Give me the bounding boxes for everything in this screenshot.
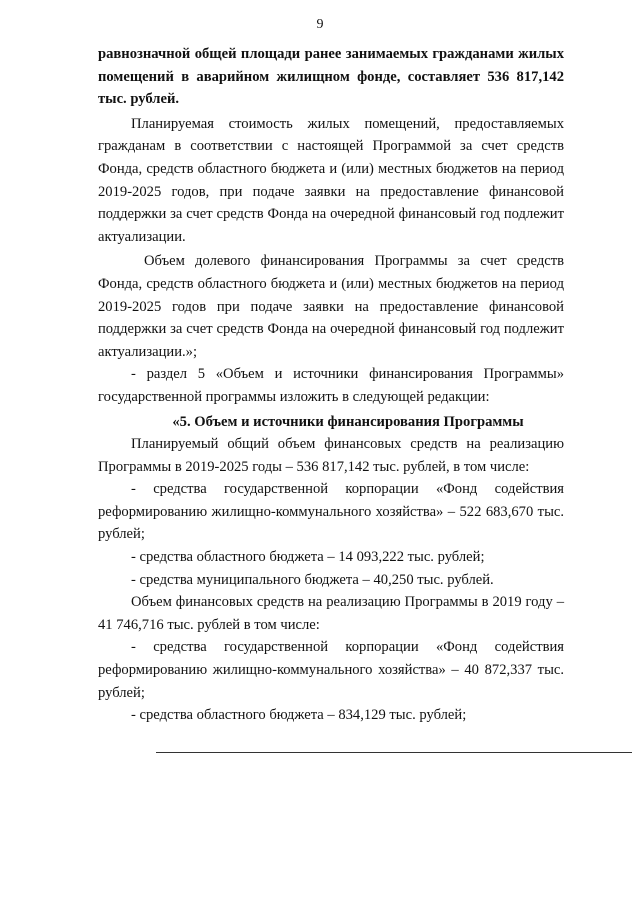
list-item-regional-budget-2019: - средства областного бюджета – 834,129 тыс. рублей; bbox=[131, 707, 467, 724]
list-item-fund-total: - средства государственной корпорации «Фонд содействия реформированию жилищно-коммунального хозяйства» – 522 683,670 тыс. рублей; bbox=[98, 481, 564, 543]
paragraph-shared-financing: Объем долевого финансирования Программы за счет средств Фонда, средств областного бюджета и (или) местных бюджетов на период 2019-2025 годов при подаче заявки на предоставление финансовой поддержки за счет средств Фонда на очередной финансовый год подлежит актуализации.»; bbox=[98, 253, 564, 360]
paragraph-total-volume: Планируемый общий объем финансовых средств на реализацию Программы в 2019-2025 годы – 536 817,142 тыс. рублей, в том числе: bbox=[98, 436, 564, 475]
paragraph-planned-cost: Планируемая стоимость жилых помещений, предоставляемых гражданам в соответствии с настоящей Программой за счет средств Фонда, средств областного бюджета и (или) местных бюджетов на период 2019-2025 годов, при подаче заявки на предоставление финансовой поддержки за счет средств Фонда на очередной финансовый год подлежит актуализации. bbox=[98, 115, 564, 245]
section-heading: «5. Объем и источники финансирования Программы bbox=[172, 413, 524, 430]
page-number: 9 bbox=[316, 17, 324, 32]
bottom-divider-line bbox=[156, 752, 632, 753]
list-item-regional-budget-total: - средства областного бюджета – 14 093,222 тыс. рублей; bbox=[131, 549, 485, 566]
paragraph-continuation: равнозначной общей площади ранее занимаемых гражданами жилых помещений в аварийном жилищном фонде, составляет 536 817,142 тыс. рублей. bbox=[98, 46, 564, 108]
list-item-fund-2019: - средства государственной корпорации «Фонд содействия реформированию жилищно-коммунального хозяйства» – 40 872,337 тыс. рублей; bbox=[98, 639, 564, 701]
paragraph-section-5-amendment: - раздел 5 «Объем и источники финансирования Программы» государственной программы изложить в следующей редакции: bbox=[98, 366, 564, 405]
document-body bbox=[98, 43, 564, 727]
paragraph-2019-volume: Объем финансовых средств на реализацию Программы в 2019 году – 41 746,716 тыс. рублей в том числе: bbox=[98, 594, 564, 633]
list-item-municipal-budget-total: - средства муниципального бюджета – 40,250 тыс. рублей. bbox=[131, 571, 494, 588]
